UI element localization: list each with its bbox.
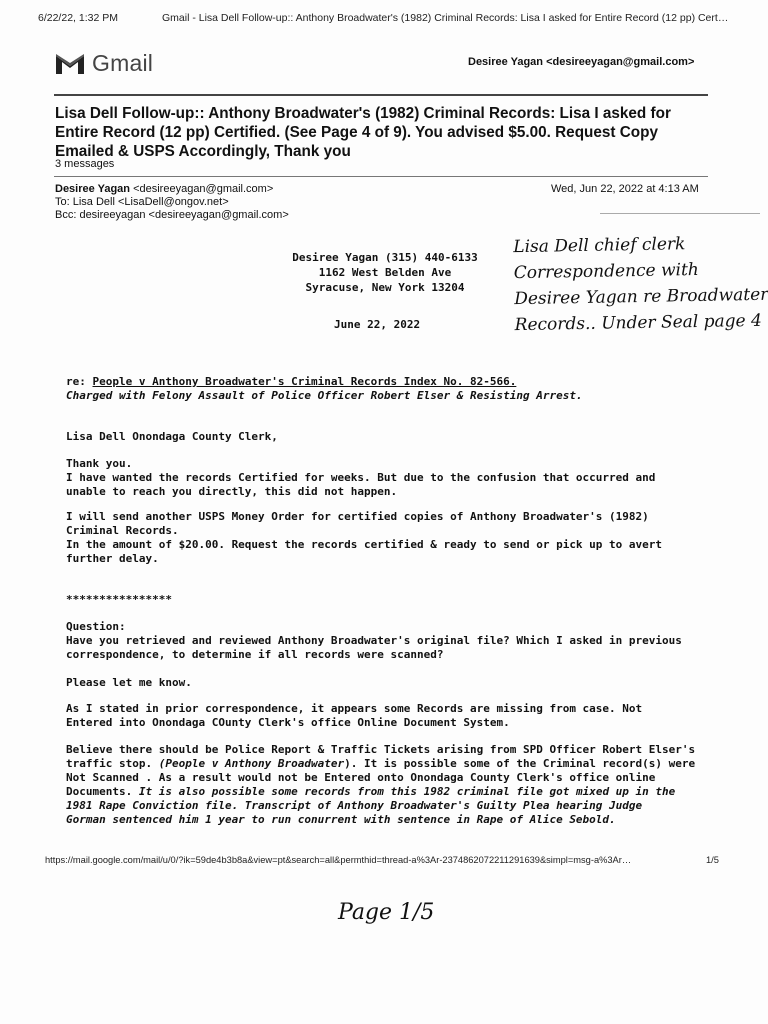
handwritten-line: Lisa Dell chief clerk <box>513 234 686 258</box>
message-date: Wed, Jun 22, 2022 at 4:13 AM <box>551 183 699 195</box>
let-me-know: Please let me know. <box>66 676 192 689</box>
salutation: Lisa Dell Onondaga County Clerk, <box>66 430 278 443</box>
text-run: It is also possible some records from this 1982 criminal file got mixed up in the <box>138 785 676 798</box>
paragraph-line: correspondence, to determine if all records were scanned? <box>66 648 444 661</box>
recipient-bcc: Bcc: desireeyagan <desireeyagan@gmail.com> <box>55 209 289 221</box>
letterhead-line: Syracuse, New York 13204 <box>305 281 465 294</box>
gmail-logo <box>54 50 153 77</box>
paragraph-line: In the amount of $20.00. Request the records certified & ready to send or pick up to avert <box>66 538 663 551</box>
footer-page-number: 1/5 <box>706 855 719 865</box>
message-count: 3 messages <box>55 158 115 170</box>
subject-line: Lisa Dell Follow-up:: Anthony Broadwater's (1982) Criminal Records: Lisa I asked for <box>55 105 671 122</box>
paragraph-line: Not Scanned . As a result would not be Entered onto Onondaga County Clerk's office online <box>66 771 656 784</box>
case-name: (People v Anthony Broadwater <box>158 757 345 770</box>
text-run: traffic stop. <box>66 757 159 770</box>
sender-email: <desireeyagan@gmail.com> <box>133 183 274 195</box>
thread-subject <box>55 104 715 161</box>
re-block <box>66 375 706 403</box>
paragraph-line: Entered into Onondaga COunty Clerk's office Online Document System. <box>66 716 510 729</box>
sender <box>55 183 273 195</box>
subject-line: Emailed & USPS Accordingly, Thank you <box>55 143 351 160</box>
separator: **************** <box>66 593 172 606</box>
paragraph-line <box>66 785 706 799</box>
paragraph-police-report <box>66 743 706 827</box>
handwritten-page-note: Page 1/5 <box>338 900 435 925</box>
re-title: People v Anthony Broadwater's Criminal Records Index No. 82-566. <box>92 375 517 388</box>
question-label: Question: <box>66 620 126 633</box>
paragraph-line: Have you retrieved and reviewed Anthony Broadwater's original file? Which I asked in previous <box>66 634 682 647</box>
paragraph-line: Gorman sentenced him 1 year to run conurrent with sentence in Rape of Alice Sebold. <box>66 813 616 826</box>
question-block <box>66 620 706 662</box>
paragraph-line: Believe there should be Police Report & Traffic Tickets arising from SPD Officer Robert Elser's <box>66 743 696 756</box>
letterhead <box>279 250 491 295</box>
text-run: ). It is possible some of the Criminal record(s) were <box>344 757 696 770</box>
sender-name: Desiree Yagan <box>55 183 131 195</box>
print-title: Gmail - Lisa Dell Follow-up:: Anthony Broadwater's (1982) Criminal Records: Lisa I asked for Entire Record (12 pp) Cert… <box>162 12 729 24</box>
handwritten-line: Records.. Under Seal page 4 <box>514 310 763 336</box>
account-label: Desiree Yagan <desireeyagan@gmail.com> <box>468 56 695 68</box>
paragraph-money-order <box>66 510 706 566</box>
handwritten-note <box>513 230 768 338</box>
handwritten-line: Correspondence with <box>513 259 699 284</box>
paragraph-line: Criminal Records. <box>66 524 179 537</box>
paragraph-line: further delay. <box>66 552 159 565</box>
paragraph-line: As I stated in prior correspondence, it appears some Records are missing from case. Not <box>66 702 643 715</box>
letterhead-line: 1162 West Belden Ave <box>318 266 452 279</box>
re-prefix: re: <box>66 375 86 388</box>
re-line <box>66 375 706 389</box>
message-divider <box>54 176 708 177</box>
paragraph-thanks <box>66 457 706 499</box>
re-sub: Charged with Felony Assault of Police Officer Robert Elser & Resisting Arrest. <box>66 389 583 402</box>
scan-artifact-line <box>600 213 760 214</box>
paragraph-line: 1981 Rape Conviction file. Transcript of Anthony Broadwater's Guilty Plea hearing Judge <box>66 799 643 812</box>
paragraph-line <box>66 757 706 771</box>
gmail-wordmark: Gmail <box>92 50 154 76</box>
text-run: Documents. <box>66 785 139 798</box>
print-timestamp: 6/22/22, 1:32 PM <box>38 12 118 24</box>
subject-line: Entire Record (12 pp) Certified. (See Page 4 of 9). You advised $5.00. Request Copy <box>55 124 658 141</box>
letter-date: June 22, 2022 <box>334 318 421 331</box>
paragraph-line: Thank you. <box>66 457 133 470</box>
paragraph-missing-records <box>66 702 706 730</box>
handwritten-line: Desiree Yagan re Broadwater <box>514 284 768 310</box>
paragraph-line: unable to reach you directly, this did not happen. <box>66 485 398 498</box>
footer-url: https://mail.google.com/mail/u/0/?ik=59de4b3b8a&view=pt&search=all&permthid=thread-a%3Ar-2374862072211291639&simpl=msg-a%3Ar… <box>45 855 632 865</box>
header-divider <box>54 94 708 96</box>
paragraph-line: I have wanted the records Certified for weeks. But due to the confusion that occurred and <box>66 471 656 484</box>
gmail-envelope-icon <box>54 52 86 76</box>
paragraph-line: I will send another USPS Money Order for certified copies of Anthony Broadwater's (1982) <box>66 510 649 523</box>
letterhead-line: Desiree Yagan (315) 440-6133 <box>292 251 478 264</box>
recipient-to: To: Lisa Dell <LisaDell@ongov.net> <box>55 196 229 208</box>
